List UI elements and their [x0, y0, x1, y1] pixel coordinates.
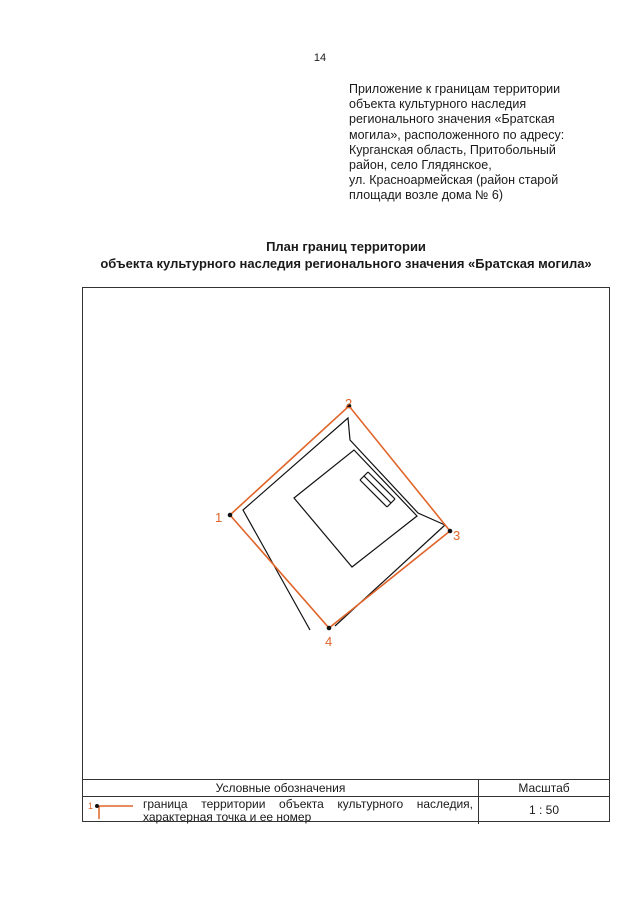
scale-value: 1 : 50	[528, 803, 560, 817]
point-3-marker	[448, 529, 453, 534]
appendix-line: могила», расположенного по адресу:	[349, 127, 565, 142]
legend-header-row	[83, 780, 609, 797]
legend-line-1: граница территории объекта культурного наследия,	[143, 797, 473, 811]
inner-contour	[243, 418, 445, 630]
appendix-line: район, село Глядянское,	[349, 158, 492, 173]
point-2-label: 2	[345, 396, 353, 411]
legend-header-scale: Масштаб	[518, 781, 570, 795]
monument-outline	[243, 418, 445, 630]
appendix-line: Курганская область, Притобольный	[349, 142, 556, 157]
legend-body-row	[83, 797, 609, 824]
title-line-2: объекта культурного наследия регионального значения «Братская могила»	[100, 256, 592, 271]
legend-header-symbols: Условные обозначения	[83, 780, 479, 796]
appendix-line: ул. Красноармейская (район старой	[349, 173, 559, 188]
boundary-symbol-icon	[87, 799, 135, 821]
document-title	[0, 238, 640, 272]
legend-description	[143, 798, 473, 824]
plan-frame	[82, 287, 610, 822]
appendix-line: объекта культурного наследия	[349, 97, 527, 112]
point-4-marker	[327, 626, 332, 631]
page-number: 14	[313, 52, 327, 64]
appendix-line: регионального значения «Братская	[349, 112, 555, 127]
appendix-note	[349, 82, 619, 204]
boundary-plan	[83, 288, 609, 779]
point-3-label: 3	[453, 528, 461, 543]
legend-table	[83, 779, 609, 824]
point-1-marker	[228, 513, 233, 518]
territory-boundary	[230, 406, 450, 628]
legend-line-2: характерная точка и ее номер	[143, 810, 312, 824]
point-4-label: 4	[325, 634, 333, 649]
point-1-label: 1	[215, 510, 223, 525]
memorial-plaque	[360, 472, 395, 507]
legend-entry	[83, 797, 479, 824]
title-line-1: План границ территории	[266, 239, 426, 254]
legend-symbol-label: 1	[88, 801, 94, 811]
appendix-line: Приложение к границам территории	[349, 82, 561, 96]
appendix-line: площади возле дома № 6)	[349, 188, 504, 203]
